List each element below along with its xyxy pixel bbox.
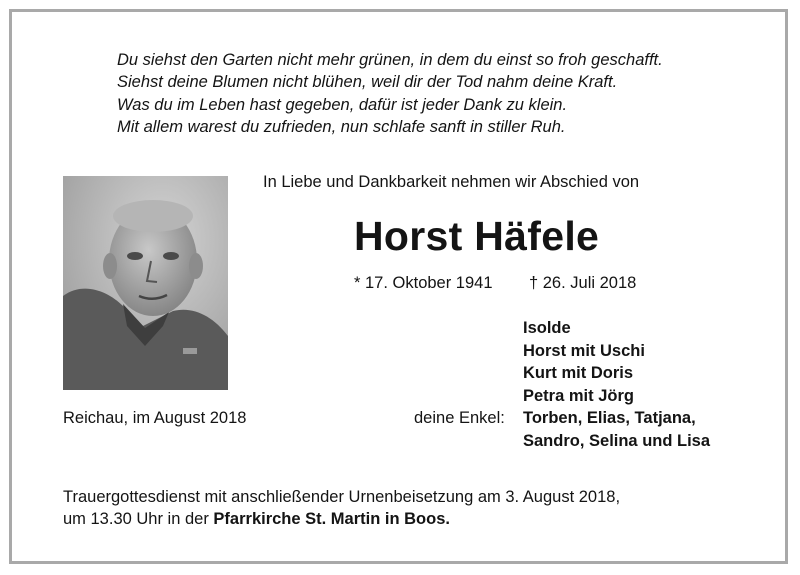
- mourner: Isolde: [523, 319, 571, 337]
- mourner: Petra mit Jörg: [523, 386, 634, 405]
- church-name: Pfarrkirche St. Martin in Boos.: [213, 510, 450, 528]
- service-line-2: [63, 508, 620, 530]
- death-date: † 26. Juli 2018: [529, 274, 637, 292]
- grandchildren: Torben, Elias, Tatjana,: [523, 409, 696, 428]
- poem-line: Mit allem warest du zufrieden, nun schlafe sanft in stiller Ruh.: [117, 117, 566, 136]
- poem-line: Du siehst den Garten nicht mehr grünen, in dem du einst so froh geschafft.: [117, 51, 663, 69]
- mourner: Horst mit Uschi: [523, 341, 645, 360]
- farewell-intro: In Liebe und Dankbarkeit nehmen wir Abschied von: [263, 173, 640, 191]
- service-time: um 13.30 Uhr in der: [63, 510, 214, 528]
- poem-line: Siehst deine Blumen nicht blühen, weil dir der Tod nahm deine Kraft.: [117, 73, 618, 92]
- place-and-date: Reichau, im August 2018: [63, 409, 247, 427]
- mourner: Kurt mit Doris: [523, 364, 634, 383]
- grandchildren: Sandro, Selina und Lisa: [523, 431, 711, 450]
- mourners-list: [523, 317, 710, 453]
- birth-date: * 17. Oktober 1941: [354, 274, 493, 292]
- portrait-photo: [63, 176, 228, 390]
- funeral-service-info: [63, 486, 620, 530]
- deceased-name: Horst Häfele: [354, 213, 600, 259]
- memorial-poem: [117, 49, 663, 138]
- grandchildren-label: deine Enkel:: [414, 409, 505, 427]
- poem-line: Was du im Leben hast gegeben, dafür ist jeder Dank zu klein.: [117, 95, 568, 114]
- service-line-1: Trauergottesdienst mit anschließender Urnenbeisetzung am 3. August 2018,: [63, 488, 621, 506]
